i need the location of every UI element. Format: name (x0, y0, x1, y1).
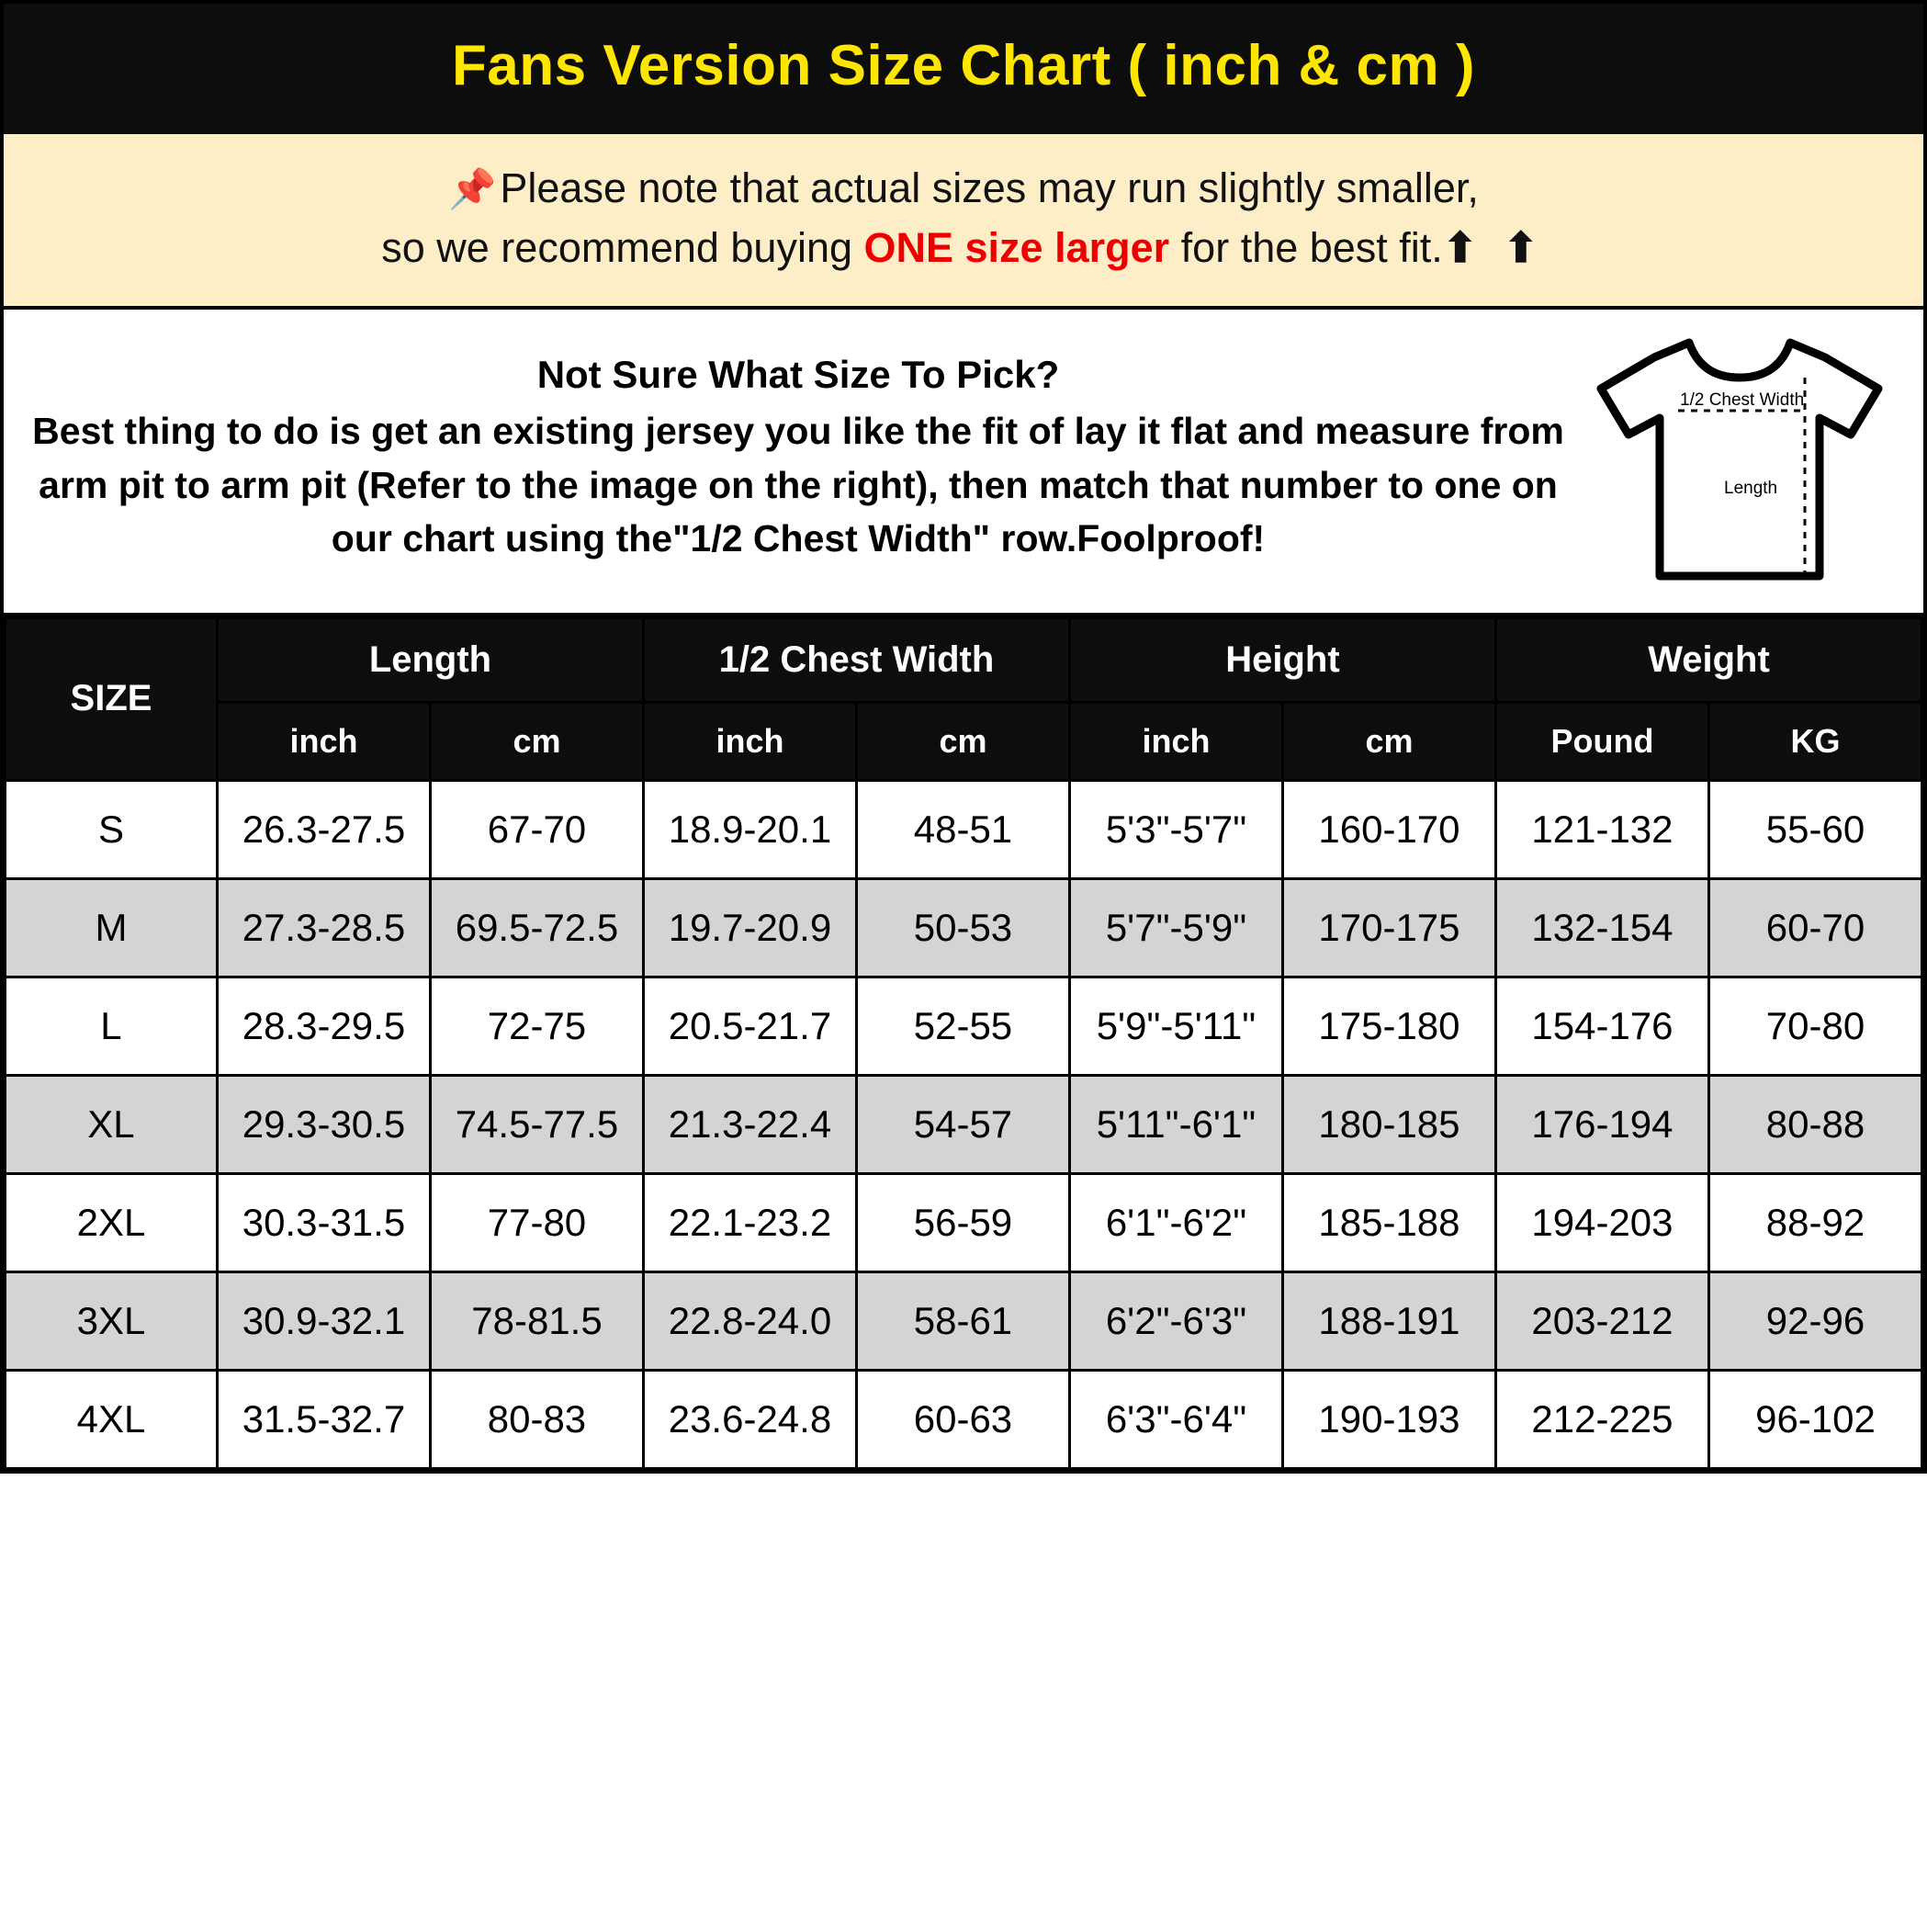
cell-weight-kg: 60-70 (1708, 878, 1921, 977)
cell-height-cm: 175-180 (1282, 977, 1495, 1075)
col-header-weight-pound: Pound (1495, 702, 1708, 780)
table-body (6, 780, 1922, 1468)
note-banner (4, 134, 1923, 310)
table-row (6, 1271, 1922, 1370)
cell-height-cm: 180-185 (1282, 1075, 1495, 1173)
cell-weight-pound: 194-203 (1495, 1173, 1708, 1271)
col-header-length-cm: cm (430, 702, 643, 780)
cell-chest-cm: 48-51 (856, 780, 1069, 878)
cell-length-cm: 69.5-72.5 (430, 878, 643, 977)
cell-chest-cm: 54-57 (856, 1075, 1069, 1173)
cell-chest-inch: 22.8-24.0 (643, 1271, 856, 1370)
cell-chest-inch: 21.3-22.4 (643, 1075, 856, 1173)
cell-weight-kg: 88-92 (1708, 1173, 1921, 1271)
note-line-1 (31, 158, 1896, 218)
cell-weight-pound: 154-176 (1495, 977, 1708, 1075)
cell-size: 4XL (6, 1370, 218, 1468)
cell-height-cm: 190-193 (1282, 1370, 1495, 1468)
cell-weight-pound: 176-194 (1495, 1075, 1708, 1173)
cell-length-cm: 78-81.5 (430, 1271, 643, 1370)
cell-length-cm: 72-75 (430, 977, 643, 1075)
cell-height-inch: 6'2"-6'3" (1069, 1271, 1282, 1370)
cell-weight-pound: 121-132 (1495, 780, 1708, 878)
col-header-chest-inch: inch (643, 702, 856, 780)
cell-chest-cm: 56-59 (856, 1173, 1069, 1271)
cell-height-inch: 5'7"-5'9" (1069, 878, 1282, 977)
cell-chest-inch: 23.6-24.8 (643, 1370, 856, 1468)
cell-chest-cm: 60-63 (856, 1370, 1069, 1468)
tshirt-icon (1588, 326, 1891, 593)
cell-length-inch: 27.3-28.5 (217, 878, 430, 977)
advice-text-block (13, 353, 1565, 565)
note-text-2-after: for the best fit. (1169, 224, 1443, 272)
cell-length-inch: 29.3-30.5 (217, 1075, 430, 1173)
note-text-1: Please note that actual sizes may run slightly smaller, (500, 164, 1479, 212)
cell-weight-pound: 212-225 (1495, 1370, 1708, 1468)
cell-weight-kg: 80-88 (1708, 1075, 1921, 1173)
cell-size: XL (6, 1075, 218, 1173)
cell-length-cm: 77-80 (430, 1173, 643, 1271)
cell-height-cm: 160-170 (1282, 780, 1495, 878)
col-group-height: Height (1069, 617, 1495, 702)
cell-height-inch: 5'11"-6'1" (1069, 1075, 1282, 1173)
cell-length-cm: 67-70 (430, 780, 643, 878)
col-group-weight: Weight (1495, 617, 1921, 702)
cell-length-inch: 30.3-31.5 (217, 1173, 430, 1271)
size-table (4, 616, 1923, 1470)
cell-size: M (6, 878, 218, 977)
note-emphasis: ONE size larger (863, 224, 1170, 272)
table-row (6, 780, 1922, 878)
col-header-size: SIZE (6, 617, 218, 780)
table-row (6, 1370, 1922, 1468)
chest-width-label: 1/2 Chest Width (1680, 390, 1805, 410)
cell-height-inch: 5'9"-5'11" (1069, 977, 1282, 1075)
cell-weight-kg: 55-60 (1708, 780, 1921, 878)
cell-height-cm: 188-191 (1282, 1271, 1495, 1370)
cell-weight-kg: 92-96 (1708, 1271, 1921, 1370)
note-line-2 (31, 218, 1896, 277)
col-header-length-inch: inch (217, 702, 430, 780)
tshirt-diagram (1565, 326, 1914, 593)
cell-size: 3XL (6, 1271, 218, 1370)
col-header-height-inch: inch (1069, 702, 1282, 780)
cell-chest-cm: 58-61 (856, 1271, 1069, 1370)
advice-section (4, 310, 1923, 616)
cell-size: S (6, 780, 218, 878)
page-title: Fans Version Size Chart ( inch & cm ) (451, 34, 1476, 97)
table-row (6, 1173, 1922, 1271)
note-text-2-before: so we recommend buying (381, 224, 864, 272)
advice-heading: Not Sure What Size To Pick? (536, 353, 1060, 397)
col-header-chest-cm: cm (856, 702, 1069, 780)
table-head (6, 617, 1922, 780)
cell-length-cm: 74.5-77.5 (430, 1075, 643, 1173)
pin-icon: 📌 (448, 167, 497, 211)
table-group-header-row (6, 617, 1922, 702)
cell-length-inch: 30.9-32.1 (217, 1271, 430, 1370)
table-unit-header-row (6, 702, 1922, 780)
col-header-weight-kg: KG (1708, 702, 1921, 780)
cell-height-cm: 170-175 (1282, 878, 1495, 977)
cell-chest-inch: 20.5-21.7 (643, 977, 856, 1075)
cell-size: L (6, 977, 218, 1075)
cell-height-inch: 6'1"-6'2" (1069, 1173, 1282, 1271)
advice-body: Best thing to do is get an existing jersey you like the fit of lay it flat and measure from arm pit to arm pit (Refer to the image on the right), then match that number to one on our chart using the"1/2 Chest Width" row.Foolproof! (32, 410, 1564, 559)
arrow-up-icon: ⬆ ⬆ (1442, 224, 1546, 272)
cell-length-cm: 80-83 (430, 1370, 643, 1468)
cell-length-inch: 31.5-32.7 (217, 1370, 430, 1468)
table-row (6, 977, 1922, 1075)
table-row (6, 878, 1922, 977)
cell-length-inch: 26.3-27.5 (217, 780, 430, 878)
cell-chest-inch: 22.1-23.2 (643, 1173, 856, 1271)
col-group-chest: 1/2 Chest Width (643, 617, 1069, 702)
chart-title-bar (4, 4, 1923, 134)
cell-weight-kg: 96-102 (1708, 1370, 1921, 1468)
cell-chest-inch: 19.7-20.9 (643, 878, 856, 977)
col-group-length: Length (217, 617, 643, 702)
cell-size: 2XL (6, 1173, 218, 1271)
col-header-height-cm: cm (1282, 702, 1495, 780)
table-row (6, 1075, 1922, 1173)
cell-height-inch: 5'3"-5'7" (1069, 780, 1282, 878)
cell-chest-cm: 52-55 (856, 977, 1069, 1075)
cell-weight-kg: 70-80 (1708, 977, 1921, 1075)
cell-height-cm: 185-188 (1282, 1173, 1495, 1271)
cell-weight-pound: 132-154 (1495, 878, 1708, 977)
cell-chest-inch: 18.9-20.1 (643, 780, 856, 878)
cell-chest-cm: 50-53 (856, 878, 1069, 977)
cell-length-inch: 28.3-29.5 (217, 977, 430, 1075)
cell-height-inch: 6'3"-6'4" (1069, 1370, 1282, 1468)
length-label: Length (1724, 478, 1778, 498)
cell-weight-pound: 203-212 (1495, 1271, 1708, 1370)
